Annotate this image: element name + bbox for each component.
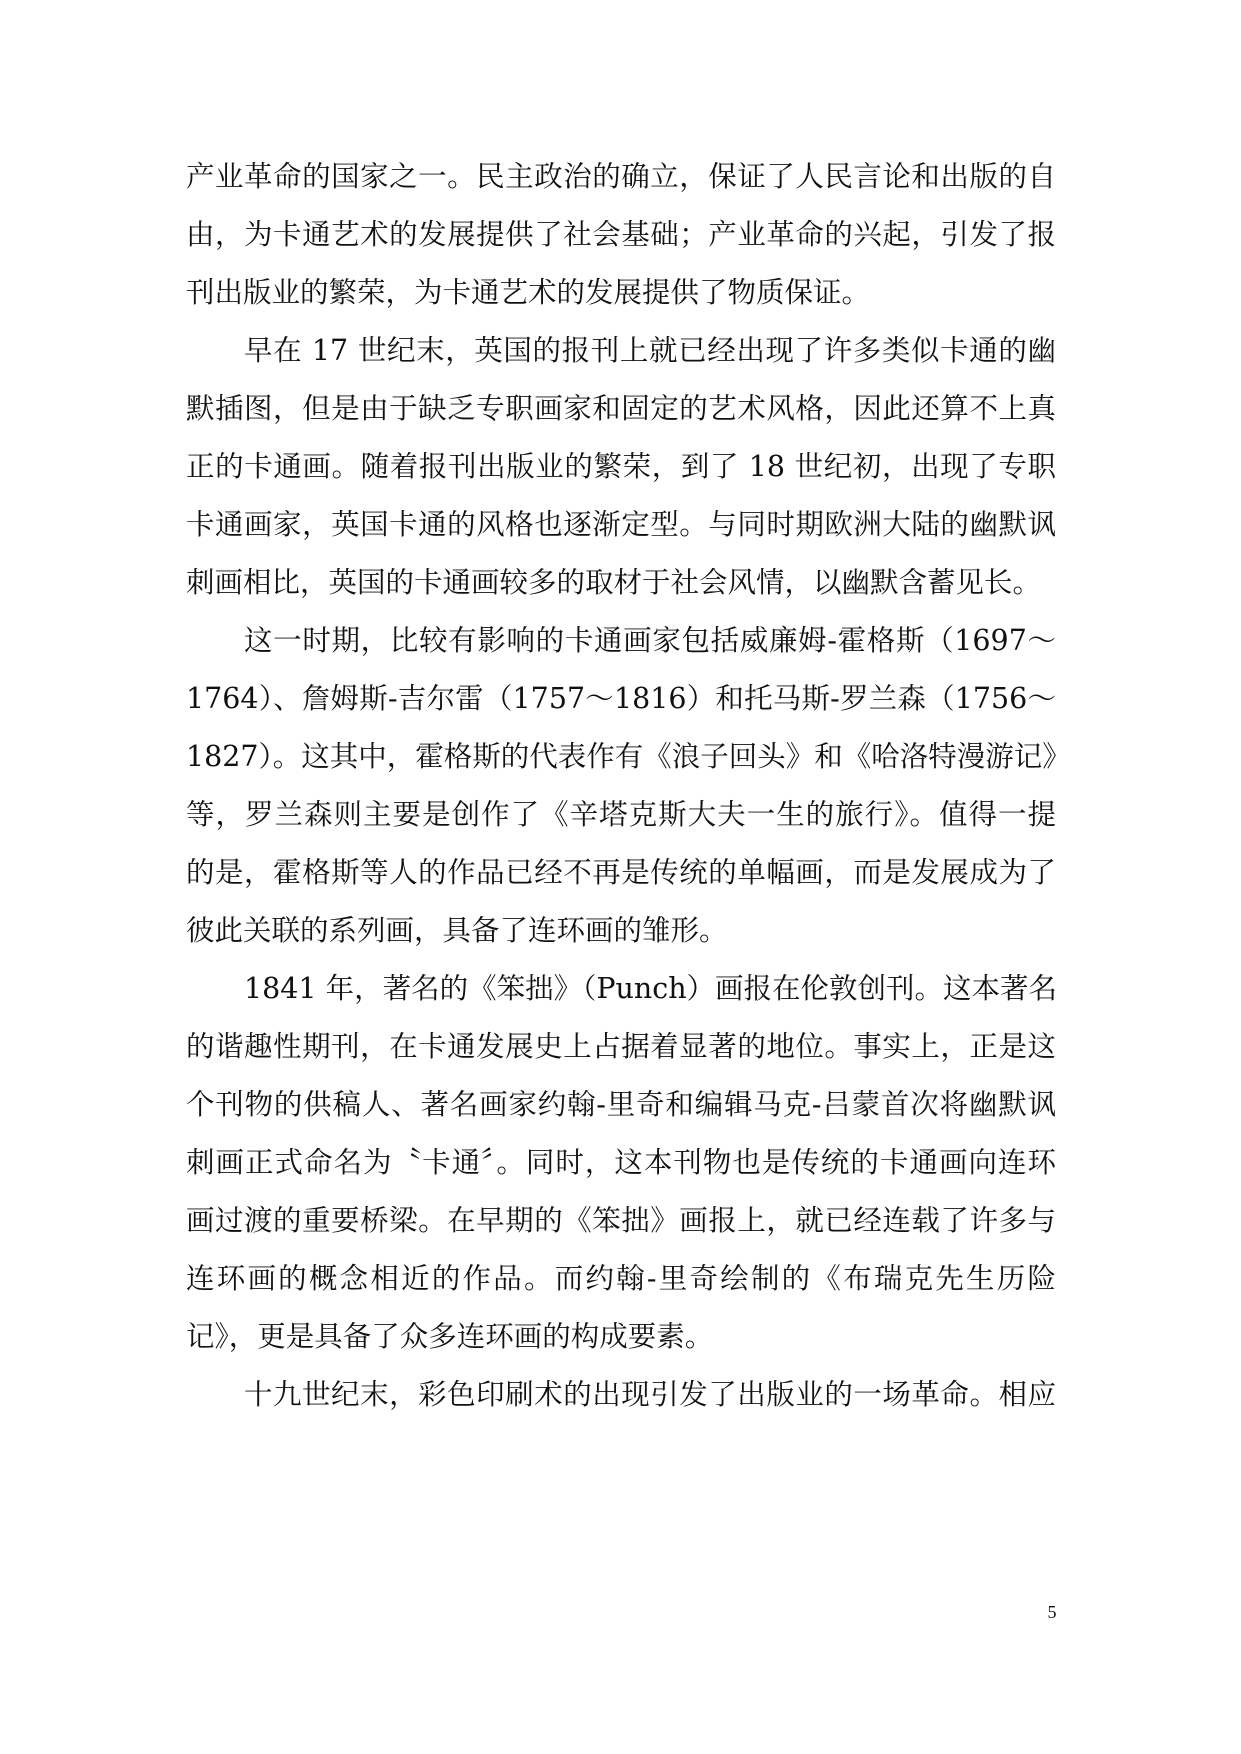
paragraph-1-line-1: 产业革命的国家之一。民主政治的确立，保证了人民言论和出版的自: [186, 160, 1056, 193]
paragraph-5-line-1: 十九世纪末，彩色印刷术的出现引发了出版业的一场革命。相应: [244, 1378, 1056, 1411]
paragraph-2-line-3: 正的卡通画。随着报刊出版业的繁荣，到了 18 世纪初，出现了专职: [186, 450, 1056, 483]
paragraph-2-line-5: 刺画相比，英国的卡通画较多的取材于社会风情，以幽默含蓄见长。: [186, 566, 1042, 599]
paragraph-3-line-6: 彼此关联的系列画，具备了连环画的雏形。: [186, 914, 728, 947]
paragraph-3-line-3: 1827）。这其中，霍格斯的代表作有《浪子回头》和《哈洛特漫游记》: [186, 740, 1071, 773]
paragraph-1-line-2: 由，为卡通艺术的发展提供了社会基础；产业革命的兴起，引发了报: [186, 218, 1056, 251]
paragraph-3-line-1: 这一时期，比较有影响的卡通画家包括威廉姆-霍格斯（1697～: [244, 624, 1056, 657]
paragraph-4-line-5: 画过渡的重要桥梁。在早期的《笨拙》画报上，就已经连载了许多与: [186, 1204, 1056, 1237]
paragraph-2-line-1: 早在 17 世纪末，英国的报刊上就已经出现了许多类似卡通的幽: [244, 334, 1056, 367]
paragraph-4-line-1: 1841 年，著名的《笨拙》（Punch）画报在伦敦创刊。这本著名: [244, 972, 1058, 1005]
paragraph-1-line-3: 刊出版业的繁荣，为卡通艺术的发展提供了物质保证。: [186, 276, 871, 309]
paragraph-4-line-3: 个刊物的供稿人、著名画家约翰-里奇和编辑马克-吕蒙首次将幽默讽: [186, 1088, 1056, 1121]
paragraph-3-line-2: 1764）、詹姆斯-吉尔雷（1757～1816）和托马斯-罗兰森（1756～: [186, 682, 1056, 715]
paragraph-3-line-4: 等，罗兰森则主要是创作了《辛塔克斯大夫一生的旅行》。值得一提: [186, 798, 1056, 831]
page-number: 5: [1047, 1602, 1057, 1622]
paragraph-4-line-7: 记》，更是具备了众多连环画的构成要素。: [186, 1320, 714, 1353]
paragraph-2-line-2: 默插图，但是由于缺乏专职画家和固定的艺术风格，因此还算不上真: [186, 392, 1056, 425]
paragraph-4-line-2: 的谐趣性期刊，在卡通发展史上占据着显著的地位。事实上，正是这: [186, 1030, 1056, 1063]
paragraph-4-line-4: 刺画正式命名为〝卡通〞。同时，这本刊物也是传统的卡通画向连环: [186, 1146, 1056, 1179]
paragraph-2-line-4: 卡通画家，英国卡通的风格也逐渐定型。与同时期欧洲大陆的幽默讽: [186, 508, 1056, 541]
paragraph-3-line-5: 的是，霍格斯等人的作品已经不再是传统的单幅画，而是发展成为了: [186, 856, 1056, 889]
paragraph-4-line-6: 连环画的概念相近的作品。而约翰-里奇绘制的《布瑞克先生历险: [186, 1262, 1056, 1295]
